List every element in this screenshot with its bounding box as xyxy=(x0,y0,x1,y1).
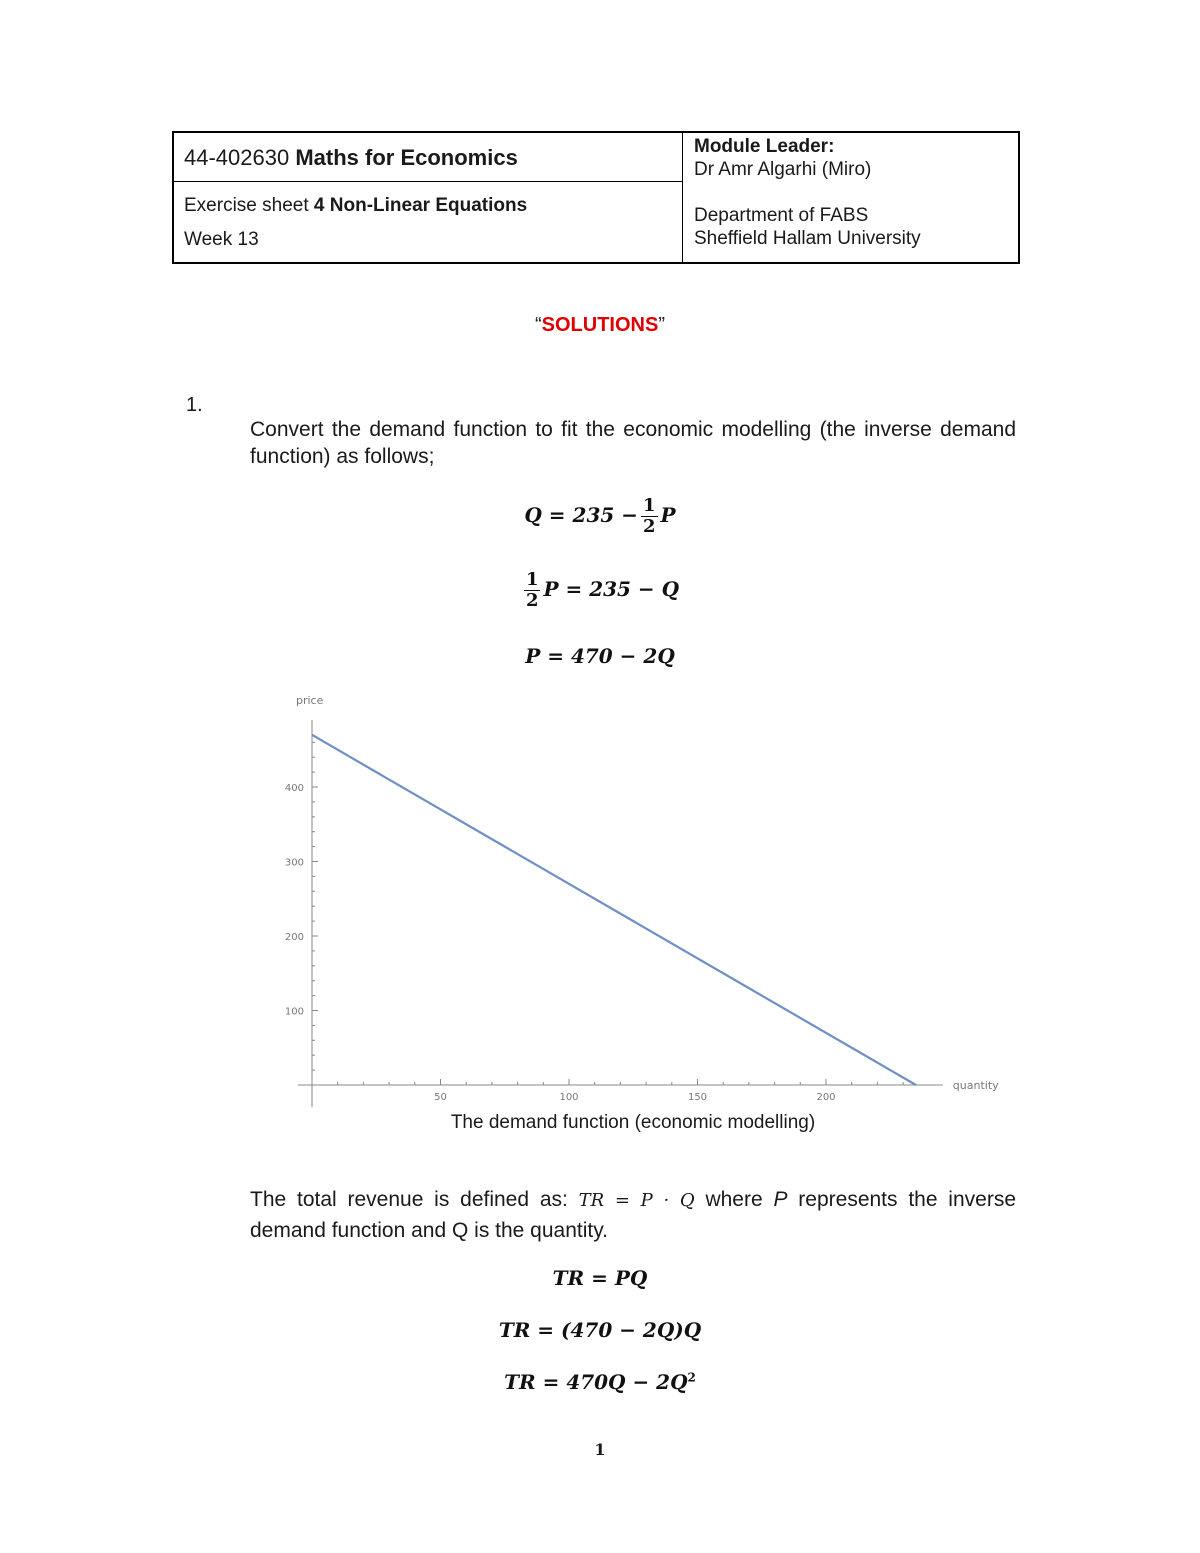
sheet-number: 4 xyxy=(313,195,325,216)
y-tick-label: 200 xyxy=(284,932,304,943)
module-leader-name: Dr Amr Algarhi (Miro) xyxy=(694,159,872,180)
tr-text-1: The total revenue is defined as: xyxy=(250,1188,568,1211)
y-tick-label: 400 xyxy=(284,783,304,794)
y-tick-label: 100 xyxy=(284,1006,304,1018)
intro-paragraph: Convert the demand function to fit the economic modelling (the inverse demand function) as follows; xyxy=(250,418,1016,468)
table-divider-horizontal xyxy=(174,181,682,182)
university: Sheffield Hallam University xyxy=(694,228,921,249)
tr-text-2: where xyxy=(705,1188,763,1211)
tr-equation-3 xyxy=(0,1370,1200,1394)
module-info xyxy=(694,135,921,250)
equation-1 xyxy=(0,496,1200,537)
table-divider-vertical xyxy=(682,133,683,262)
tr-exponent: 2 xyxy=(687,1370,696,1385)
solutions-heading xyxy=(0,314,1200,337)
equation-2 xyxy=(0,570,1200,611)
y-axis-label: price xyxy=(296,694,324,707)
fraction-numerator: 1 xyxy=(643,495,656,516)
total-revenue-paragraph xyxy=(250,1185,1016,1246)
fraction-numerator: 1 xyxy=(525,569,539,590)
x-tick-label: 200 xyxy=(816,1092,836,1103)
exercise-sheet xyxy=(184,195,527,217)
fraction-half xyxy=(641,496,658,537)
chart-caption: The demand function (economic modelling) xyxy=(450,1112,816,1133)
equation-1-rhs: P xyxy=(660,503,676,527)
equation-3-body: P = 470 − 2Q xyxy=(525,644,675,668)
department: Department of FABS xyxy=(694,205,869,226)
equation-1-lhs: Q = 235 − xyxy=(524,503,638,527)
tr-text-3: represents the inverse demand function and Q is the quantity. xyxy=(250,1188,1017,1242)
header-table xyxy=(172,131,1020,264)
tr-equation-1 xyxy=(0,1266,1200,1290)
fraction-denominator: 2 xyxy=(525,590,539,611)
close-quote: ” xyxy=(658,314,665,336)
tr-text-p: P xyxy=(773,1188,788,1211)
fraction-denominator: 2 xyxy=(643,516,656,537)
tr-equation-2 xyxy=(0,1318,1200,1342)
x-tick-label: 150 xyxy=(687,1092,708,1103)
tr-definition: TR = P · Q xyxy=(578,1190,695,1211)
tr-equation-2-body: TR = (470 − 2Q)Q xyxy=(498,1318,702,1342)
x-tick-label: 100 xyxy=(559,1092,579,1103)
week-label: Week 13 xyxy=(184,229,259,250)
equation-3 xyxy=(0,644,1200,668)
solutions-word: SOLUTIONS xyxy=(541,314,659,336)
course-name: Maths for Economics xyxy=(295,145,518,170)
open-quote: “ xyxy=(534,314,542,336)
course-title xyxy=(184,145,518,171)
x-axis-label: quantity xyxy=(952,1079,999,1092)
y-tick-label: 300 xyxy=(284,857,304,869)
demand-chart xyxy=(270,690,1000,1110)
equation-2-body: P = 235 − Q xyxy=(543,577,680,601)
sheet-title: Non-Linear Equations xyxy=(329,195,528,216)
sheet-prefix: Exercise sheet xyxy=(184,195,309,216)
module-leader-label: Module Leader: xyxy=(694,136,835,157)
tr-equation-3-body: TR = 470Q − 2Q xyxy=(504,1370,688,1394)
demand-line xyxy=(312,735,916,1085)
x-tick-label: 50 xyxy=(434,1092,447,1103)
course-code: 44-402630 xyxy=(184,145,290,170)
fraction-half xyxy=(524,570,541,611)
question-number: 1. xyxy=(186,394,203,416)
page-number: 1 xyxy=(594,1440,606,1459)
tr-equation-1-body: TR = PQ xyxy=(552,1266,648,1290)
